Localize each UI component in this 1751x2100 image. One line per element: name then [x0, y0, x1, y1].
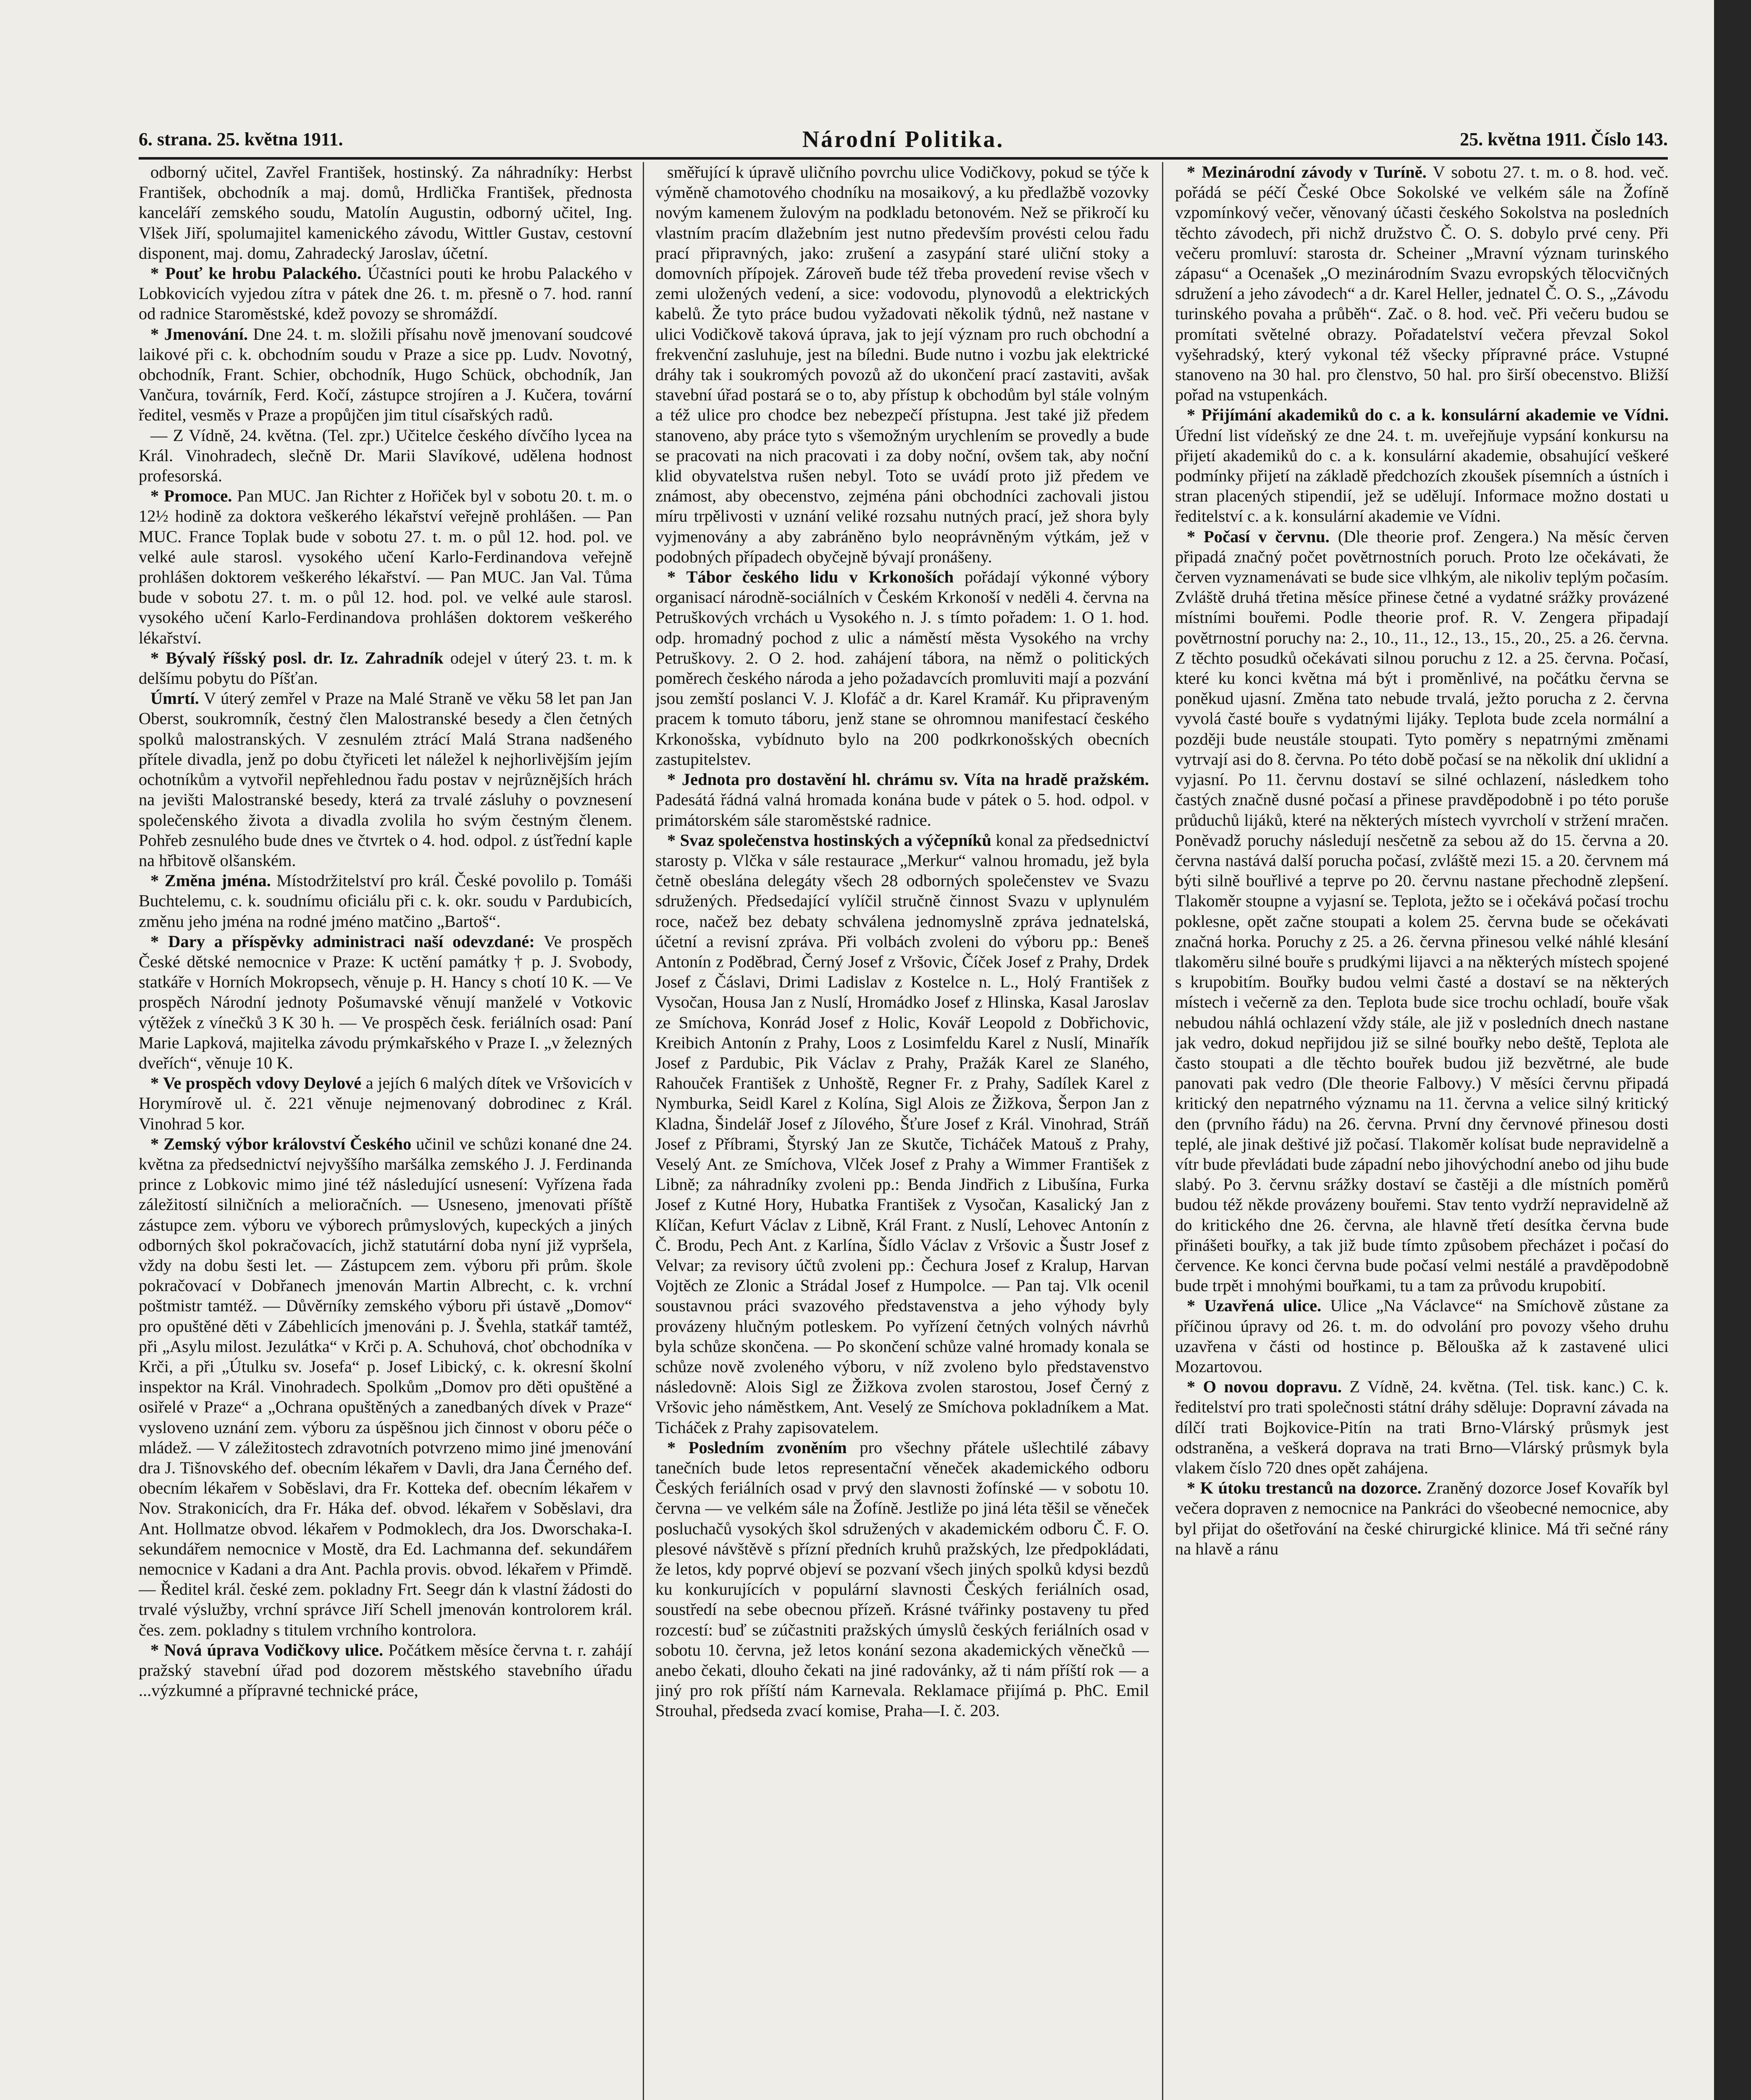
article-heading: * Dary a příspěvky administraci naší odevzdané:	[150, 932, 535, 951]
article-text: směřující k úpravě uličního povrchu ulice Vodičkovy, pokud se týče k výměně chamotového chodníku na mosaikový, a ku předlažbě vozovky novým kamenem žulovým na podkladu betonovém. Než se přikročí ku vlastním pracím dlažebním jest nutno především provésti celou řadu prací připravných, jako: zrušení a zasypání staré uliční stoky a domovních přípojek. Zároveň bude též třeba provedení revise všech v zemi uložených vedení, a sice: vodovodu, plynovodů a elektrických kabelů. Že tyto práce budou vyžadovati několik týdnů, než nastane v ulici Vodičkově taková úprava, jak to její význam pro ruch obchodní a frekvenční zasluhuje, jest na bíledni. Bude nutno i vozbu jak elektrické dráhy tak i soukromých povozů až do ukončení prací zastaviti, avšak stavební úřad postará se o to, aby přístup k obchodům byl stále volným a též ulice pro chodce bez nebezpečí přístupna. Jest také již předem stanoveno, aby práce tyto s všemožným urychlením se provedly a bude se pracovati na nich pracovati i za doby noční, ovšem tak, aby noční klid obyvatelstva rušen nebyl. Toto se uvádí proto již předem ve známost, aby obecenstvo, zejména páni obchodníci zachovali jistou míru trpělivosti v uznání veliké rozsahu nutných prací, jež shora byly vyjmenovány a aby zabráněno bylo neoprávněným výtkám, jež v podobných případech obyčejně bývají pronášeny.	[655, 163, 1149, 566]
article-paragraph	[139, 932, 632, 1073]
article-paragraph	[1175, 1296, 1669, 1377]
article-heading: * K útoku trestanců na dozorce.	[1187, 1478, 1422, 1498]
article-heading: * Mezinárodní závody v Turíně.	[1187, 163, 1427, 181]
article-paragraph	[1175, 162, 1669, 405]
article-text: pro všechny přátele ušlechtilé zábavy tanečních bude letos representační věneček akademického odboru Českých feriálních osad v prvý den slavnosti žofínské — v sobotu 10. června — ve velkém sále na Žofíně. Jestliže po jiná léta těšil se věneček posluchačů vysokých škol sdružených v akademickém odboru Č. F. O. plesové návštěvě s přízní předních kruhů pražských, lze předpokládati, že letos, kdy poprvé objeví se pozvaní všech jiných spolků kdysi bezdů ku konkurujících v populární slavnosti Českých feriálních osad, soustředí na sebe obecnou přízeň. Krásné tvářinky postaveny tu před rozcestí: buď se zúčastniti pražských úmyslů českých feriálních osad v sobotu 10. června, jež letos konání sezona akademických věnečků — anebo čekati, dlouho čekati na jiné radovánky, až ti nám příští rok — a jiný pro rok příští nám Karnevala. Reklamace přijímá p. PhC. Emil Strouhal, předseda zvací komise, Praha—I. č. 203.	[655, 1438, 1149, 1720]
article-paragraph	[655, 1438, 1149, 1721]
article-text: Padesátá řádná valná hromada konána bude v pátek o 5. hod. odpol. v primátorském sále staroměstské radnice.	[655, 790, 1149, 830]
article-heading: * Jednota pro dostavění hl. chrámu sv. Víta na hradě pražském.	[667, 770, 1149, 789]
article-text: Úřední list vídeňský ze dne 24. t. m. uveřejňuje vypsání konkursu na přijetí akademiků do c. a k. konsulární akademie, obsahující veškeré podmínky přijetí na základě předchozích zkoušek písemních a ústních i stran placených stipendií, jež se udělují. Informace možno dostati u ředitelství c. a k. konsulární akademie ve Vídni.	[1175, 425, 1669, 526]
article-paragraph	[139, 263, 632, 324]
article-paragraph	[655, 567, 1149, 769]
column-separator	[643, 162, 644, 2100]
article-heading: * Jmenování.	[150, 324, 248, 344]
article-text: Dne 24. t. m. složili přísahu nově jmenovaní soudcové laikové při c. k. obchodním soudu v Praze a sice pp. Ludv. Novotný, obchodník, Frant. Schier, obchodník, Hugo Schück, obchodník, Jan Vančura, továrník, Ferd. Kočí, zástupce strojíren a J. Kučera, tovární ředitel, vesměs v Praze a propůjčen jim titul císařských radů.	[139, 324, 632, 425]
article-text: a jejích 6 malých dítek ve Vršovicích v Horymírově ul. č. 221 věnuje nejmenovaný dobrodinec z Král. Vinohrad 5 kor.	[139, 1074, 632, 1133]
article-paragraph	[139, 871, 632, 932]
page-header	[139, 124, 1668, 155]
article-paragraph	[1175, 1478, 1669, 1559]
article-paragraph	[655, 769, 1149, 830]
article-heading: * Svaz společenstva hostinských a výčepníků	[667, 830, 991, 850]
article-paragraph	[655, 162, 1149, 567]
column-separator	[1162, 162, 1163, 2100]
article-paragraph	[139, 1073, 632, 1134]
article-text: Počátkem měsíce června t. r. zahájí pražský stavební úřad pod dozorem městského stavebního úřadu ...výzkumné a přípravné technické práce,	[139, 1640, 632, 1700]
article-text: (Dle theorie prof. Zengera.) Na měsíc červen připadá značný počet povětrnostních poruch. Proto lze očekávati, že červen vyznamenávati se bude sice vlhkým, ale nikoliv teplým počasím. Zvláště druhá třetina měsíce přinese četné a vydatné srážky provázené místními bouřemi. Podle theorie prof. R. V. Zengera připadají povětrnostní poruchy na: 2., 10., 11., 12., 13., 15., 20., 25. a 26. června. Z těchto posudků očekávati silnou poruchu z 12. a 25. června. Počasí, které ku konci května má být i proměnlivé, na počátku června se poněkud ujasní. Změna tato nebude trvalá, ježto porucha z 2. června vyvolá časté bouře s vydatnými lijáky. Teplota bude zcela normální a později bude neustále stoupati. Tyto poměry s nepatrnými změnami vytrvají asi do 8. června. Po této době počasí se na několik dní uklidní a vyjasní. Po 11. červnu dostaví se silné ochlazení, následkem toho častých značně dusné počasí a přinese pravděpodobně i po této poruše průduchů lijáků, které na některých místech vyvrcholí v stržení mračen. Poněvadž poruchy následují nesčetně za sebou až do 15. června a 20. června nastává další porucha počasí, zvláště mezi 15. a 20. červnem má býti silně bouřlivé a teprve po 20. červnu nastane přechodně zlepšení. Tlakoměr stoupne a vyjasní se. Teplota, ježto se i očekává počasí trochu poklesne, opět začne stoupati a kolem 25. června bude se očekávati značná horka. Poruchy z 25. a 26. června přinesou velké náhlé klesání tlakoměru silné bouře s prudkými lijavci a na některých místech spojené s krupobitím. Bouřky budou velmi časté a dostaví se na některých místech i večerně za den. Teplota bude sice trochu ochladí, bouře však nebudou náhlá ochlazení vždy stále, ale již v posledních dnech nastane jak vedro, dokud nepřijdou již se silné bouřky nebo deště, Teplota ale často stoupati a dle těchto bouřek budou již bezvětrné, ale bude panovati pak vedro (Dle theorie Falbovy.) V měsíci červnu připadá kritický den nepatrného významu na 11. června a velice silný kritický den (prvního řádu) na 26. června. První dny červnové přinesou dosti teplé, ale jinak deštivé již počasí. Tlakoměr kolísat bude nepravidelně a vítr bude převládati bude západní nebo jihovýchodní anebo od jihu bude slabý. Po 3. červnu srážky dostaví se častěji a dle místních poměrů budou též někde provázeny bouřemi. Stav tento vydrží nepravidelně až do kritického dne 26. června, ale hlavně třetí desítka června bude přinášeti bouřky, a tak již bude tímto způsobem přecházet i počasí do července. Ke konci června bude počasí velmi nestálé a pravděpodobně bude trpět i mnohými bouřkami, tu a tam za průvodu krupobití.	[1175, 527, 1669, 1295]
header-rule	[139, 157, 1668, 160]
article-heading: * Počasí v červnu.	[1187, 527, 1330, 546]
article-text: V sobotu 27. t. m. o 8. hod. več. pořádá se péčí České Obce Sokolské ve velkém sále na Žofíně vzpomínkový večer, věnovaný účasti českého Sokolstva na posledních těchto závodech, při nichž družstvo Č. O. S. dobylo prvé ceny. Při večeru promluví: starosta dr. Scheiner „Mravní význam turinského zápasu“ a Ocenašek „O mezinárodním Svazu evropských tělocvičných sdružení a jeho závodech“ a dr. Karel Heller, jednatel Č. O. S., „Závodu turinského povaha a průběh“. Zač. o 8. hod. več. Při večeru budou se promítati světelné obrazy. Pořadatelství večera převzal Sokol vyšehradský, který vykonal též všecky přípravné práce. Vstupné stanoveno na 30 hal. pro členstvo, 50 hal. pro širší obecenstvo. Bližší pořad na vstupenkách.	[1175, 163, 1669, 404]
article-text: odejel v úterý 23. t. m. k delšímu pobytu do Píšťan.	[139, 648, 632, 688]
article-paragraph	[139, 648, 632, 688]
article-text: Účastníci pouti ke hrobu Palackého v Lobkovicích vyjedou zítra v pátek dne 26. t. m. přesně o 7. hod. ranní od radnice Staroměstské, kdež povozy se shromáždí.	[139, 264, 632, 323]
article-text: konal za předsednictví starosty p. Vlčka v sále restaurace „Merkur“ valnou hromadu, jež byla četně obeslána delegáty všech 28 odborných společenstev ve Svazu sdružených. Předsedající vylíčil stručně činnost Svazu v uplynulém roce, načež bez debaty schválena jednomyslně zpráva jednatelská, účetní a revisní zpráva. Při volbách zvoleni do výboru pp.: Beneš Antonín z Poděbrad, Černý Josef z Vršovic, Číček Josef z Prahy, Drdek Josef z Čáslavi, Drimi Ladislav z Kostelce n. L., Holý František z Vysočan, Housa Jan z Nuslí, Hromádko Josef z Hlinska, Kasal Jaroslav ze Smíchova, Konrád Josef z Holic, Kovář Leopold z Dobřichovic, Kreibich Antonín z Prahy, Loos z Losimfeldu Karel z Nuslí, Minařík Josef z Pardubic, Pik Václav z Prahy, Pražák Karel ze Slaného, Rahouček František z Unhoště, Regner Fr. z Prahy, Sadílek Karel z Nymburka, Seidl Karel z Kolína, Sigl Alois ze Žižkova, Šerpon Jan z Kladna, Šindelář Josef z Jílového, Šťure Josef z Král. Vinohrad, Stráň Josef z Příbrami, Štyrský Jan ze Skutče, Ticháček Matouš z Prahy, Veselý Ant. ze Smíchova, Vlček Josef z Prahy a Wimmer František z Libně; za náhradníky zvoleni pp.: Benda Jindřich z Libušína, Furka Josef z Kutné Hory, Hubatka František z Vysočan, Kasalický Jan z Klíčan, Kefurt Václav z Libně, Král Frant. z Nuslí, Lehovec Antonín z Č. Brodu, Pech Ant. z Karlína, Šídlo Václav z Vršovic a Šustr Josef z Velvar; za revisory účtů zvoleni pp.: Čechura Josef z Kralup, Harvan Vojtěch ze Zlonic a Strádal Josef z Humpolce. — Pan taj. Vlk ocenil soustavnou práci svazového představenstva a jeho výhody byly provázeny hlučným potleskem. Po vyřízení četných volných návrhů byla schůze skončena. — Po skončení schůze valné hromady konala se schůze nově zvoleného výboru, v níž zvoleno bylo představenstvo následovně: Alois Sigl ze Žižkova zvolen starostou, Josef Černý z Vršovic jeho náměstkem, Ant. Veselý ze Smíchova pokladníkem a Mat. Ticháček z Prahy zapisovatelem.	[655, 830, 1149, 1437]
article-heading: * Ve prospěch vdovy Deylové	[150, 1074, 362, 1093]
article-heading: * Nová úprava Vodičkovy ulice.	[150, 1640, 384, 1659]
article-text: učinil ve schůzi konané dne 24. května za předsednictví nejvyššího maršálka zemského J. J. Ferdinanda prince z Lobkovic mimo jiné též následující usnesení: Vyřízena řada záležitostí silničních a melioračních. — Usneseno, jmenovati příště zástupce zem. výboru ve výborech průmyslových, kupeckých a jiných odborných škol pokračovacích, jichž statutární doba nyní již vypršela, vždy na dobu šesti let. — Zástupcem zem. výboru při prům. škole pokračovací v Dobřanech jmenován Martin Albrecht, c. k. vrchní poštmistr tamtéž. — Důvěrníky zemského výboru při ústavě „Domov“ pro opuštěné děti v Zábehlicích jmenováni p. J. Švehla, statkář tamtéž, při „Asylu milost. Jezulátka“ v Krči p. A. Schuhová, choť obchodníka v Krči, a při „Útulku sv. Josefa“ p. Josef Libický, c. k. okresní školní inspektor na Král. Vinohradech. Spolkům „Domov pro děti opuštěné a osiřelé v Praze“ a „Ochrana opuštěných a zanedbaných dívek v Praze“ vysloveno uznání zem. výboru za úspěšnou jich činnost v oboru péče o mládež. — V záležitostech zdravotních potvrzeno mimo jiné jmenování dra J. Tišnovského def. obecním lékařem v Davli, dra Jana Černého def. obecním lékařem v Soběslavi, dra Fr. Kotteka def. obecním lékařem v Nov. Strakonicích, dra Fr. Háka def. obvod. lékařem v Soběslavi, dra Ant. Hollmatze obvod. lékařem v Podmoklech, dra Jos. Dworschaka-I. sekundářem nemocnice v Mostě, dra Ed. Lachmanna def. sekundářem nemocnice v Kadani a dra Ant. Pachla provis. obvod. lékařem v Přimdě. — Ředitel král. české zem. pokladny Frt. Seegr dán k vlastní žádosti do trvalé výslužby, vrchní správce Jiří Schell jmenován kontrolorem král. čes. zem. pokladny s titulem vrchního kontrolora.	[139, 1134, 632, 1639]
article-paragraph	[139, 425, 632, 486]
article-paragraph	[139, 486, 632, 648]
article-paragraph	[139, 324, 632, 425]
header-issue-number: 25. května 1911. Číslo 143.	[1459, 129, 1668, 150]
article-text: Z Vídně, 24. května. (Tel. tisk. kanc.) C. k. ředitelství pro trati společnosti státní dráhy sděluje: Dopravní závada na dílčí trati Bojkovice-Pitín na trati Brno-Vlárský průsmyk jest odstraněna, a veškerá doprava na trati Brno—Vlárský průsmyk byla vlakem číslo 720 dnes opět zahájena.	[1175, 1377, 1669, 1477]
article-text: pořádají výkonné výbory organisací národně-sociálních v Českém Krkonoší v neděli 4. června na Petruškových vrchách u Vysokého n. J. s tímto pořadem: 1. O 1. hod. odp. hromadný pochod z ulic a náměstí města Vysokého na vrchy Petruškovy. 2. O 2. hod. zahájení tábora, na němž o politických poměrech českého národa a jeho požadavcích promluviti mají a pozvání jsou zemští poslanci V. J. Klofáč a dr. Karel Kramář. Ku připraveným pracem k tomuto táboru, jenž stane se ohromnou manifestací českého Krkonošska, vybídnuto bylo na 200 podkrkonošských obecních zastupitelstev.	[655, 567, 1149, 769]
article-heading: * Uzavřená ulice.	[1187, 1296, 1322, 1315]
article-heading: * Promoce.	[150, 486, 232, 506]
article-paragraph	[1175, 405, 1669, 526]
article-text: Ulice „Na Václavce“ na Smíchově zůstane za příčinou úpravy od 26. t. m. do odvolání pro povozy všeho druhu uzavřena v části od hostince p. Bělouška až k zastavené ulici Mozartovou.	[1175, 1296, 1669, 1376]
article-heading: Úmrtí.	[150, 689, 199, 708]
text-column-1	[139, 162, 632, 2100]
scan-dark-edge	[1714, 0, 1751, 2100]
article-text: — Z Vídně, 24. května. (Tel. zpr.) Učitelce českého dívčího lycea na Král. Vinohradech, slečně Dr. Marii Slavíkové, udělena hodnost profesorská.	[139, 425, 632, 486]
article-paragraph	[139, 688, 632, 871]
article-text: Ve prospěch České dětské nemocnice v Praze: K uctění památky † p. J. Svobody, statkáře v Horních Mokropsech, věnuje p. H. Hancy s chotí 10 K. — Ve prospěch Národní jednoty Pošumavské věnují manželé v Votkovic výtěžek z vínečků 3 K 30 h. — Ve prospěch česk. feriálních osad: Paní Marie Lapková, majitelka závodu prýmkařského v Praze I. „v železných dveřích“, věnuje 10 K.	[139, 932, 632, 1072]
article-heading: * Posledním zvoněním	[667, 1438, 847, 1457]
text-column-2	[655, 162, 1149, 2100]
article-heading: * O novou dopravu.	[1187, 1377, 1342, 1396]
article-text: Zraněný dozorce Josef Kovařík byl večera dopraven z nemocnice na Pankráci do všeobecné nemocnice, aby byl přijat do ošetřování na české chirurgické klinice. Má tři sečné rány na hlavě a ránu	[1175, 1478, 1669, 1558]
article-paragraph	[1175, 1377, 1669, 1478]
article-paragraph	[1175, 527, 1669, 1296]
article-heading: * Přijímání akademiků do c. a k. konsulární akademie ve Vídni.	[1187, 405, 1669, 425]
article-paragraph	[139, 162, 632, 263]
article-paragraph	[655, 830, 1149, 1438]
article-text: Místodržitelství pro král. České povolilo p. Tomáši Buchtelemu, c. k. soudnímu oficiálu při c. k. okr. soudu v Pardubicích, změnu jeho jména na rodné jméno matčino „Bartoš“.	[139, 871, 632, 931]
article-text: Pan MUC. Jan Richter z Hořiček byl v sobotu 20. t. m. o 12½ hodině za doktora veškerého lékařství veřejně prohlášen. — Pan MUC. France Toplak bude v sobotu 27. t. m. o půl 12. hod. pol. ve velké aule starosl. vysokého učení Karlo-Ferdinandova veřejně prohlášen doktorem veškerého lékařství. — Pan MUC. Jan Val. Tůma bude v sobotu 27. t. m. o půl 12. hod. pol. ve velké aule starosl. vysokého učení Karlo-Ferdinandova prohlášen doktorem veškerého lékařství.	[139, 486, 632, 647]
article-heading: * Tábor českého lidu v Krkonoších	[667, 567, 954, 587]
article-heading: * Změna jména.	[150, 871, 271, 890]
article-heading: * Zemský výbor království Českého	[150, 1134, 412, 1153]
article-paragraph	[139, 1640, 632, 1701]
article-paragraph	[139, 1134, 632, 1640]
header-page-date: 6. strana. 25. května 1911.	[139, 129, 343, 150]
article-text: odborný učitel, Zavřel František, hostinský. Za náhradníky: Herbst František, obchodník a maj. domů, Hrdlička František, přednosta kanceláří zemského soudu, Matolín Augustin, odborný učitel, Ing. Vlšek Jiří, spolumajitel kamenického závodu, Wittler Gustav, cestovní disponent, maj. domu, Zahradecký Jaroslav, účetní.	[139, 163, 632, 262]
newspaper-title: Národní Politika.	[802, 126, 1004, 152]
text-column-3	[1175, 162, 1669, 2100]
article-heading: * Pouť ke hrobu Palackého.	[150, 264, 361, 283]
article-heading: * Bývalý říšský posl. dr. Iz. Zahradník	[150, 648, 444, 667]
article-text: V úterý zemřel v Praze na Malé Straně ve věku 58 let pan Jan Oberst, soukromník, čestný člen Malostranské besedy a člen četných spolků malostranských. V zesnulém ztrácí Malá Strana nadšeného přítele divadla, jenž po dobu čtyřiceti let náležel k nejhorlivějším jejím ochotníkům a vytvořil nepřehlednou řadu postav v nejrůznějších hrách na jevišti Malostranské besedy, která za trvalé zásluhy o povznesení společenského života a divadla zvolila ho svým čestným členem. Pohřeb zesnulého bude dnes ve čtvrtek o 4. hod. odpol. z úsťřední kaple na hřbitově olšanském.	[139, 689, 632, 870]
